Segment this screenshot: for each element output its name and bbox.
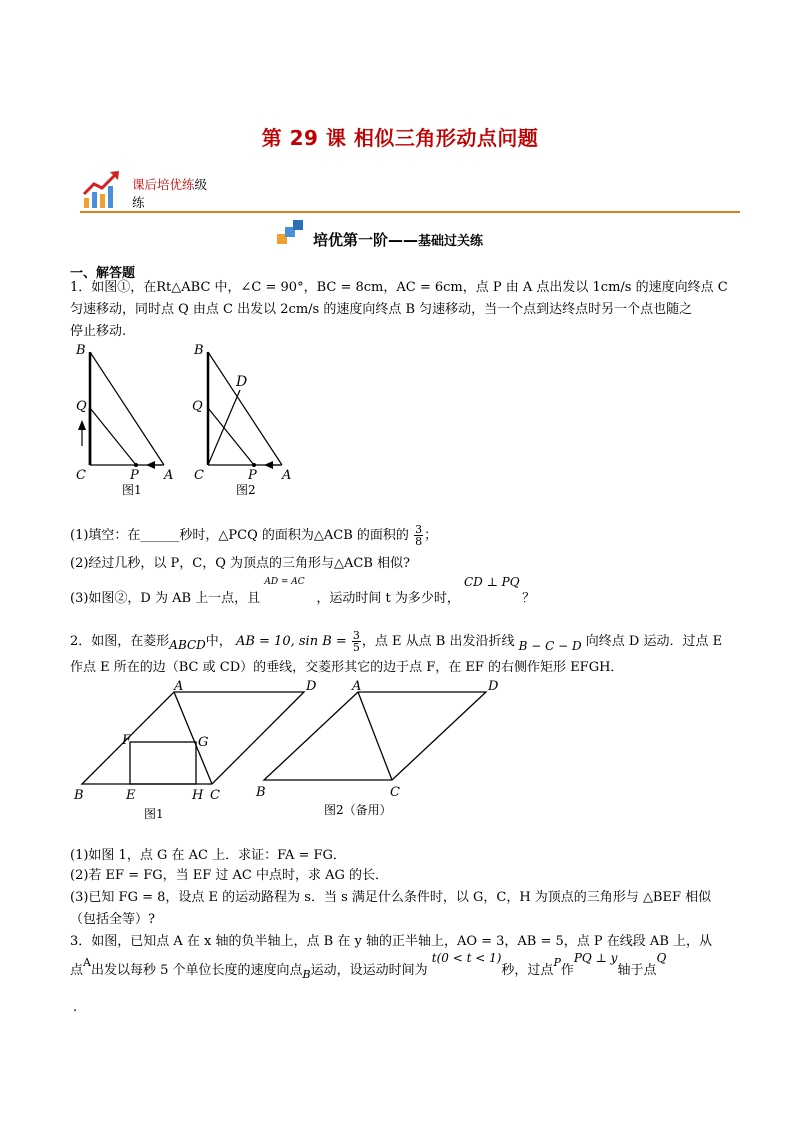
header-divider xyxy=(80,211,740,213)
q2f1-label-G: G xyxy=(198,735,209,750)
q1f2-label-D: D xyxy=(236,374,248,390)
q2f1-label-C: C xyxy=(210,788,220,803)
q2-figure-2 xyxy=(252,678,502,828)
section-heading: 一、解答题 xyxy=(70,266,136,281)
q1-line1: 1．如图①，在Rt△ABC 中，∠C = 90°，BC = 8cm，AC = 6cm，点 P 由 A 点出发以 1cm/s 的速度向终点 C xyxy=(70,280,728,295)
q1-figure-1 xyxy=(68,338,190,498)
q2f1-label-D: D xyxy=(306,679,317,694)
q1f2-label-C: C xyxy=(194,468,204,483)
q2f1-caption: 图1 xyxy=(144,807,164,821)
q1f2-label-P: P xyxy=(248,468,257,483)
q2f1-label-B: B xyxy=(74,788,84,803)
q1f1-label-C: C xyxy=(76,468,86,483)
q2f2-label-B: B xyxy=(256,785,266,800)
q1f2-caption: 图2 xyxy=(236,483,256,497)
q3-line2: 点$^A$出发以每秒 5 个单位长度的速度向点$_B$运动，设运动时间为 t(0 < t < 1)秒，过点$^P$作PQ ⊥ y轴于点Q xyxy=(70,951,667,981)
stairs-icon xyxy=(277,220,305,244)
section-title: 培优第一阶——基础过关练 xyxy=(313,231,484,249)
q2-sub2: (2)若 EF = FG，当 EF 过 AC 中点时，求 AG 的长． xyxy=(70,868,389,883)
q1-sub1: (1)填空：在______秒时，△PCQ 的面积为△ACB 的面积的 $\frac{3}{8}$ ； xyxy=(70,523,438,548)
q2f2-label-A: A xyxy=(352,679,362,694)
q1-line3: 停止移动. xyxy=(70,324,127,339)
q2-sub3-line2: （包括全等）? xyxy=(70,912,155,927)
growth-chart-logo-icon xyxy=(82,170,122,210)
q3-line1: 3．如图，已知点 A 在 x 轴的负半轴上，点 B 在 y 轴的正半轴上，AO = 3，AB = 5，点 P 在线段 AB 上，从 xyxy=(70,934,713,949)
brand-label: 课后培优练级 xyxy=(132,177,208,192)
q2-line2: 作点 E 所在的边（BC 或 CD）的垂线，交菱形其它的边于点 F，在 EF 的右侧作矩形 EFGH． xyxy=(70,660,624,675)
q1f1-label-B: B xyxy=(76,343,86,358)
q2-sub3-line1: (3)已知 FG = 8，设点 E 的运动路程为 s．当 s 满足什么条件时，以 G，C，H 为顶点的三角形与 △BEF 相似 xyxy=(70,890,712,905)
q1-sub3: (3)如图②，D 为 AB 上一点，且 AD = AC ，运动时间 t 为多少时， CD ⊥ PQ ？ xyxy=(70,575,535,606)
q2f1-label-A: A xyxy=(174,679,184,694)
q1f1-label-Q: Q xyxy=(76,399,87,414)
q2f2-caption: 图2（备用） xyxy=(324,803,392,817)
q1f2-label-Q: Q xyxy=(192,399,203,414)
q2f1-label-H: H xyxy=(192,788,204,803)
q2f1-label-E: E xyxy=(126,788,136,803)
brand-label-line2: 练 xyxy=(132,195,145,210)
q2f1-label-F: F xyxy=(122,733,132,748)
q1f1-label-P: P xyxy=(130,468,139,483)
q1-line2: 匀速移动，同时点 Q 由点 C 出发以 2cm/s 的速度向终点 B 匀速移动，当一个点到达终点时另一个点也随之 xyxy=(70,302,693,317)
q1f1-label-A: A xyxy=(164,468,174,483)
q3-line3: . xyxy=(73,1000,78,1015)
q1f2-label-B: B xyxy=(194,343,204,358)
page-title: 第 29 课 相似三角形动点问题 xyxy=(261,126,539,150)
q1f2-label-A: A xyxy=(282,468,292,483)
q1f1-caption: 图1 xyxy=(122,483,142,497)
q1-figure-2 xyxy=(186,338,308,498)
q2-line1: 2．如图，在菱形ABCD中， AB = 10, sin B = $\frac{3}{5}$ ，点 E 从点 B 出发沿折线 B − C − D 向终点 D 运动．过点 E xyxy=(70,629,723,654)
q2f2-label-D: D xyxy=(488,679,499,694)
q1-sub2: (2)经过几秒，以 P，C，Q 为顶点的三角形与△ACB 相似? xyxy=(70,556,411,571)
q2-sub1: (1)如图 1，点 G 在 AC 上．求证：FA = FG． xyxy=(70,848,346,863)
q2f2-label-C: C xyxy=(390,785,400,800)
